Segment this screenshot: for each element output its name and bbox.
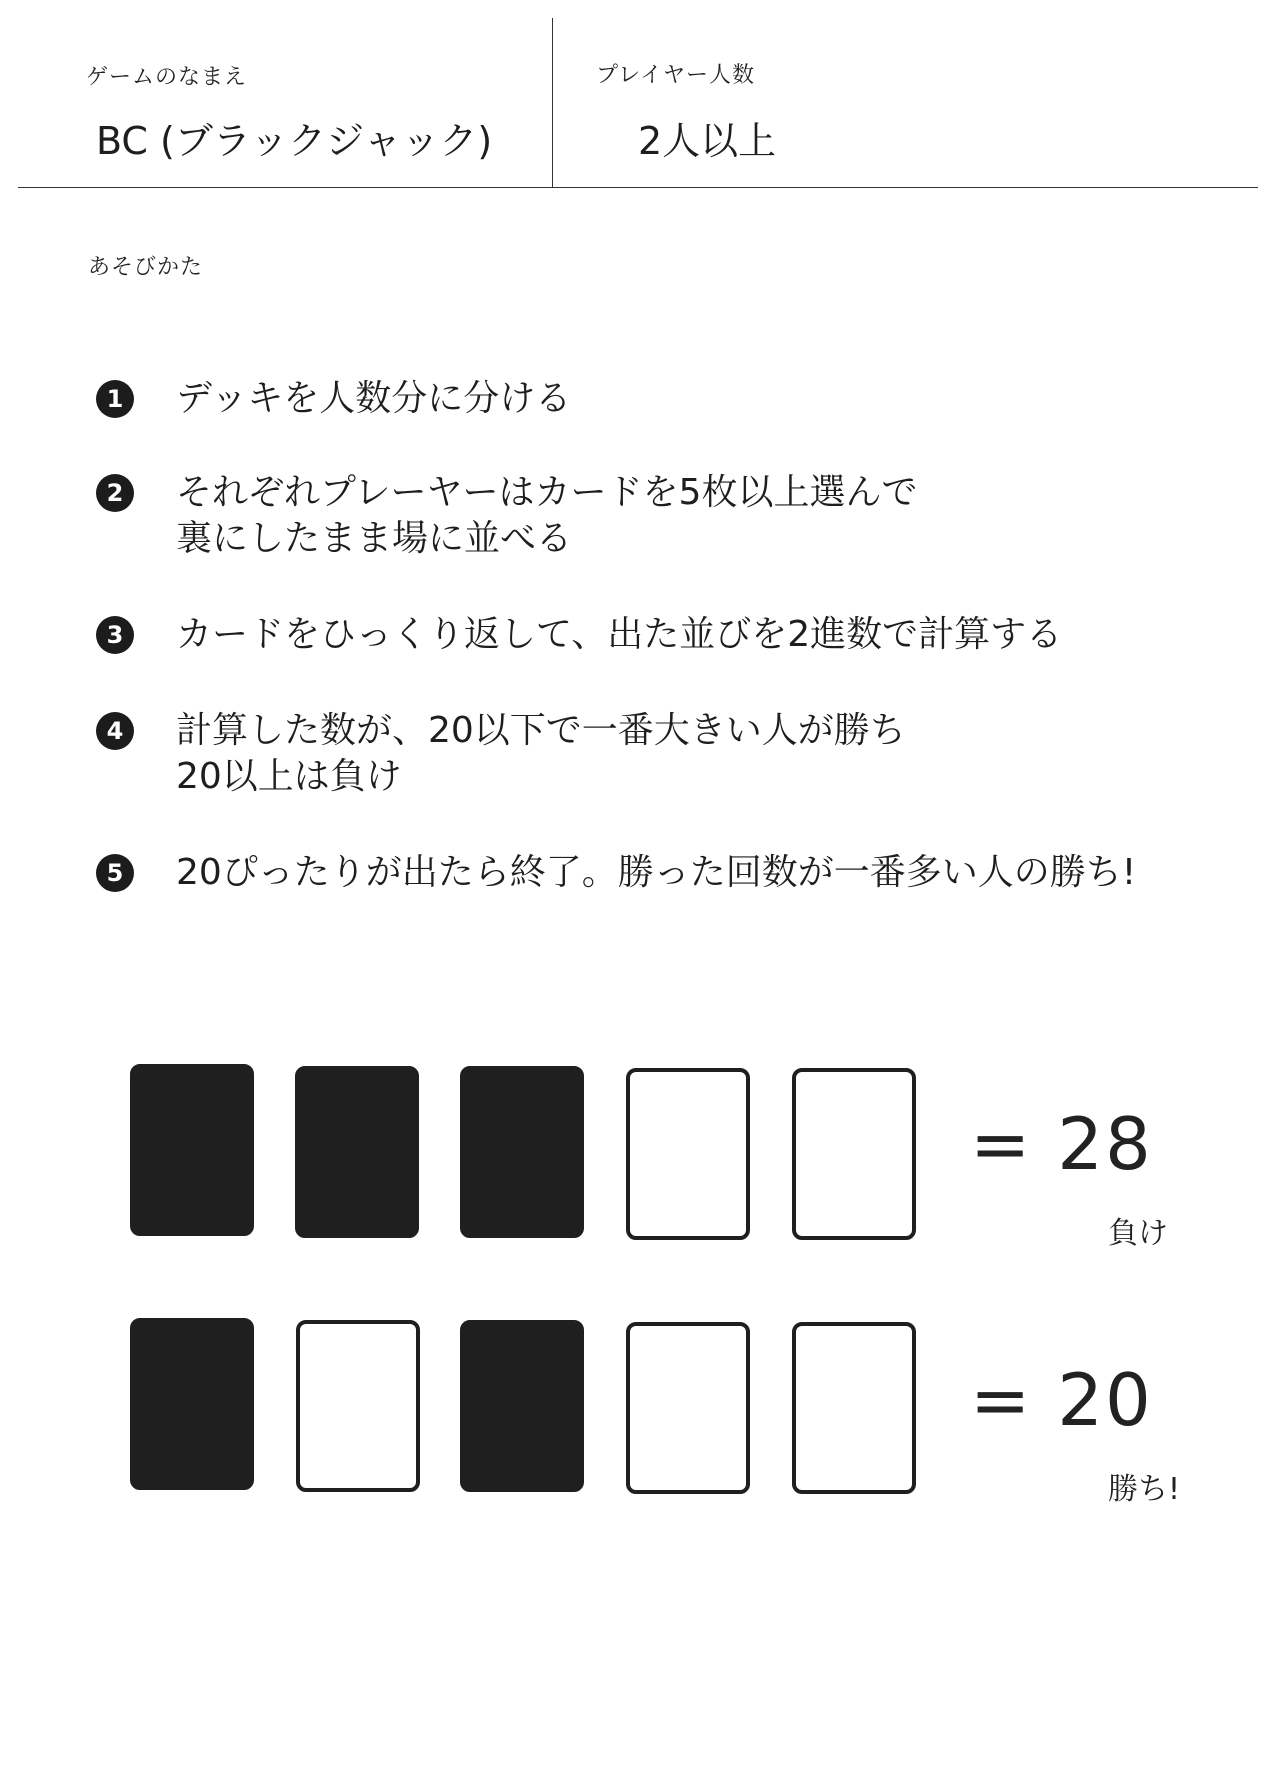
card-example1-3 bbox=[460, 1066, 584, 1238]
card-example2-5 bbox=[792, 1322, 916, 1494]
players-label: プレイヤー人数 bbox=[596, 63, 756, 88]
card-example2-4 bbox=[626, 1322, 750, 1494]
step-4 bbox=[96, 708, 906, 800]
step-text bbox=[176, 850, 1136, 896]
card-example1-4 bbox=[626, 1068, 750, 1240]
step-line: カードをひっくり返して、出た並びを2進数で計算する bbox=[176, 614, 1063, 655]
step-3 bbox=[96, 612, 1062, 658]
step-number-badge: 1 bbox=[96, 380, 134, 418]
players-value: 2人以上 bbox=[638, 119, 777, 163]
step-number-badge: 3 bbox=[96, 616, 134, 654]
step-line: 20以上は負け bbox=[176, 756, 402, 797]
step-text bbox=[176, 612, 1062, 658]
card-example2-3 bbox=[460, 1320, 584, 1492]
step-text bbox=[176, 708, 906, 800]
step-number-badge: 4 bbox=[96, 712, 134, 750]
step-line: 計算した数が、20以下で一番大きい人が勝ち bbox=[176, 710, 906, 751]
step-text bbox=[176, 376, 571, 422]
card-example1-1 bbox=[130, 1064, 254, 1236]
card-example2-2 bbox=[296, 1320, 420, 1492]
card-example1-5 bbox=[792, 1068, 916, 1240]
step-line: 裏にしたまま場に並べる bbox=[176, 518, 573, 559]
step-line: デッキを人数分に分ける bbox=[176, 378, 572, 419]
step-number-badge: 5 bbox=[96, 854, 134, 892]
example1-verdict: 負け bbox=[1108, 1216, 1168, 1251]
step-line: 20ぴったりが出たら終了。勝った回数が一番多い人の勝ち! bbox=[176, 852, 1137, 893]
card-example1-2 bbox=[295, 1066, 419, 1238]
example1-result: = 28 bbox=[970, 1102, 1153, 1186]
step-2 bbox=[96, 470, 917, 562]
step-text bbox=[176, 470, 917, 562]
header-divider-horizontal bbox=[18, 187, 1258, 188]
example2-result: = 20 bbox=[970, 1358, 1153, 1442]
step-line: それぞれプレーヤーはカードを5枚以上選んで bbox=[176, 472, 918, 513]
game-name-label: ゲームのなまえ bbox=[86, 65, 248, 90]
header-divider-vertical bbox=[552, 18, 553, 188]
example2-verdict: 勝ち! bbox=[1108, 1472, 1181, 1507]
game-name-value: BC (ブラックジャック) bbox=[96, 119, 493, 163]
section-label: あそびかた bbox=[88, 255, 204, 280]
card-example2-1 bbox=[130, 1318, 254, 1490]
step-number-badge: 2 bbox=[96, 474, 134, 512]
step-5 bbox=[96, 850, 1136, 896]
step-1 bbox=[96, 376, 571, 422]
